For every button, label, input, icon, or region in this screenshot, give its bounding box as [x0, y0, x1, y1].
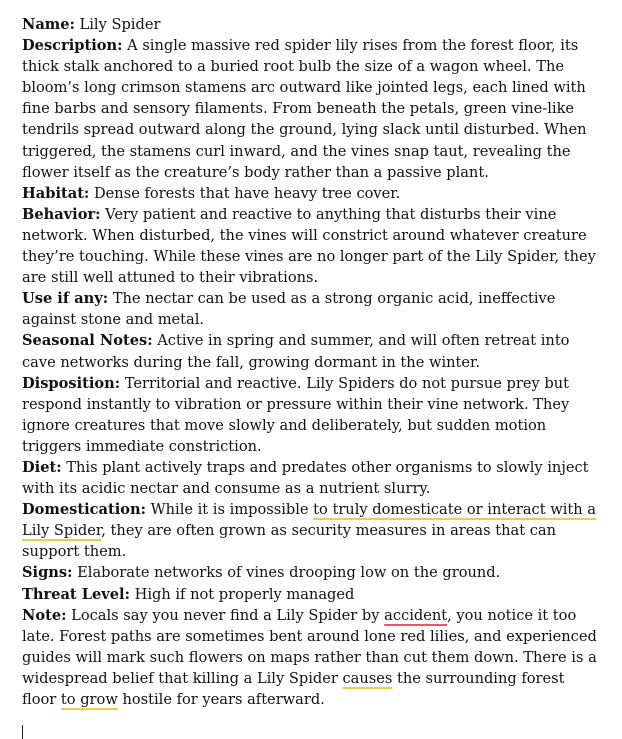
grammar-suggestion[interactable]: causes — [342, 669, 393, 687]
field-text: , you notice it too late. Forest paths are sometimes bent around lone red lilies, and experienced guides will mark such flowers on maps rather than cut them down. There is a widespread belief that killing a Lily Spider — [22, 606, 597, 687]
field-text: Territorial and reactive. Lily Spiders do not pursue prey but respond instantly to vibration or pressure within their vine network. They ignore creatures that move slowly and deliberately, but sudden motion triggers immediate constriction. — [22, 374, 570, 455]
field-label: Note: — [22, 606, 67, 624]
field-name — [22, 14, 602, 35]
field-text: the surrounding forest floor — [22, 669, 565, 708]
field-label: Behavior: — [22, 205, 101, 223]
field-text: The nectar can be used as a strong organic acid, ineffective against stone and metal. — [22, 290, 556, 329]
field-label: Description: — [22, 37, 123, 55]
field-text: Elaborate networks of vines drooping low on the ground. — [72, 564, 501, 582]
field-text: A single massive red spider lily rises from the forest floor, its thick stalk anchored to a buried root bulb the size of a wagon wheel. The bloom’s long crimson stamens arc outward like jointed legs, each lined with fine barbs and sensory filaments. From beneath the petals, green vine-like tendrils spread outward along the ground, lying slack until disturbed. When triggered, the stamens curl inward, and the vines snap taut, revealing the flower itself as the creature’s body rather than a passive plant. — [22, 37, 587, 181]
field-text: Dense forests that have heavy tree cover. — [89, 184, 401, 202]
field-label: Diet: — [22, 458, 62, 476]
field-label: Domestication: — [22, 501, 146, 519]
field-note — [22, 605, 602, 710]
field-domestication — [22, 499, 602, 562]
field-behavior — [22, 204, 602, 288]
field-label: Use if any: — [22, 290, 109, 308]
field-label: Seasonal Notes: — [22, 332, 153, 350]
grammar-suggestion[interactable]: to truly domesticate or interact with a Lily Spider — [22, 501, 596, 540]
spelling-suggestion[interactable]: accident — [384, 606, 448, 624]
field-label: Signs: — [22, 564, 73, 582]
field-text: Very patient and reactive to anything that disturbs their vine network. When disturbed, the vines will constrict around whatever creature they’re touching. While these vines are no longer part of the Lily Spider, they are still well attuned to their vibrations. — [22, 205, 596, 287]
field-label: Habitat: — [22, 184, 90, 202]
field-signs — [22, 562, 602, 583]
field-habitat — [22, 183, 602, 204]
document-body[interactable] — [22, 14, 602, 710]
field-threat-level — [22, 584, 602, 605]
grammar-suggestion[interactable]: to grow — [60, 691, 118, 708]
field-seasonal-notes — [22, 330, 602, 372]
field-disposition — [22, 373, 602, 457]
field-label: Name: — [22, 16, 75, 33]
field-use — [22, 288, 602, 330]
field-text: High if not properly managed — [129, 585, 355, 603]
field-text: Locals say you never find a Lily Spider by — [66, 606, 385, 624]
field-diet — [22, 457, 602, 499]
field-text: , they are often grown as security measures in areas that can support them. — [22, 522, 556, 561]
field-text: This plant actively traps and predates other organisms to slowly inject with its acidic nectar and consume as a nutrient slurry. — [22, 458, 589, 498]
field-label: Threat Level: — [22, 585, 130, 603]
field-description — [22, 35, 602, 183]
field-label: Disposition: — [22, 374, 121, 392]
field-text: Lily Spider — [74, 16, 161, 33]
field-text: hostile for years afterward. — [117, 691, 325, 708]
field-text: Active in spring and summer, and will often retreat into cave networks during the fall, growing dormant in the winter. — [22, 332, 570, 371]
field-text: While it is impossible — [145, 501, 314, 519]
